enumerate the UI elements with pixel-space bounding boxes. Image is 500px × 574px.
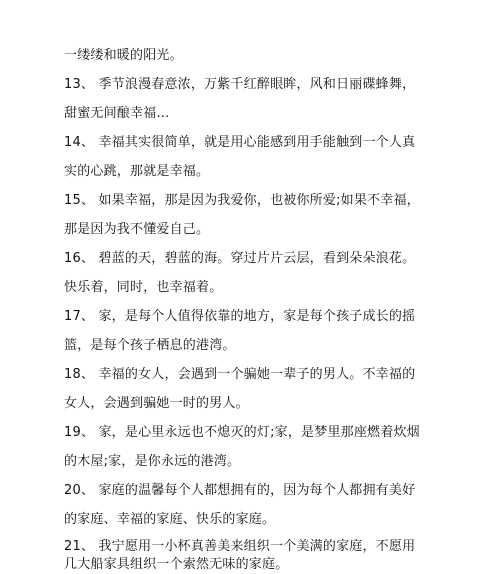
text-line: 篮，是每个孩子栖息的港湾。 <box>64 338 236 353</box>
text-line: 18、 幸福的女人，会遇到一个骗她一辈子的男人。不幸福的 <box>64 367 416 382</box>
text-line: 21、 我宁愿用一小杯真善美来组织一个美满的家庭，不愿用 <box>64 539 416 554</box>
text-line: 快乐着，同时，也幸福着。 <box>64 280 223 295</box>
text-line: 几大船家具组织一个索然无味的家庭。 <box>64 557 289 572</box>
text-line: 20、 家庭的温馨每个人都想拥有的，因为每个人都拥有美好 <box>64 483 416 498</box>
text-line: 16、 碧蓝的天，碧蓝的海。穿过片片云层，看到朵朵浪花。 <box>64 251 416 266</box>
text-line: 实的心跳，那就是幸福。 <box>64 164 210 179</box>
text-line: 的家庭、幸福的家庭、快乐的家庭。 <box>64 512 276 527</box>
text-line: 的木屋;家，是你永远的港湾。 <box>64 454 241 469</box>
text-line: 14、 幸福其实很简单，就是用心能感到用手能触到一个人真 <box>64 135 416 150</box>
text-line: 女人，会遇到骗她一时的男人。 <box>64 396 249 411</box>
text-line: 甜蜜无间酿幸福… <box>64 106 170 121</box>
text-line: 那是因为我不懂爱自己。 <box>64 222 210 237</box>
text-line: 17、 家，是每个人值得依靠的地方，家是每个孩子成长的摇 <box>64 309 416 324</box>
text-line: 15、 如果幸福，那是因为我爱你，也被你所爱;如果不幸福， <box>64 193 420 208</box>
text-line: 13、 季节浪漫春意浓，万紫千红醉眼眸，风和日丽碟蜂舞， <box>64 77 416 92</box>
text-line: 19、 家，是心里永远也不熄灭的灯;家，是梦里那座燃着炊烟 <box>64 425 420 440</box>
text-line: 一缕缕和暖的阳光。 <box>64 48 183 63</box>
